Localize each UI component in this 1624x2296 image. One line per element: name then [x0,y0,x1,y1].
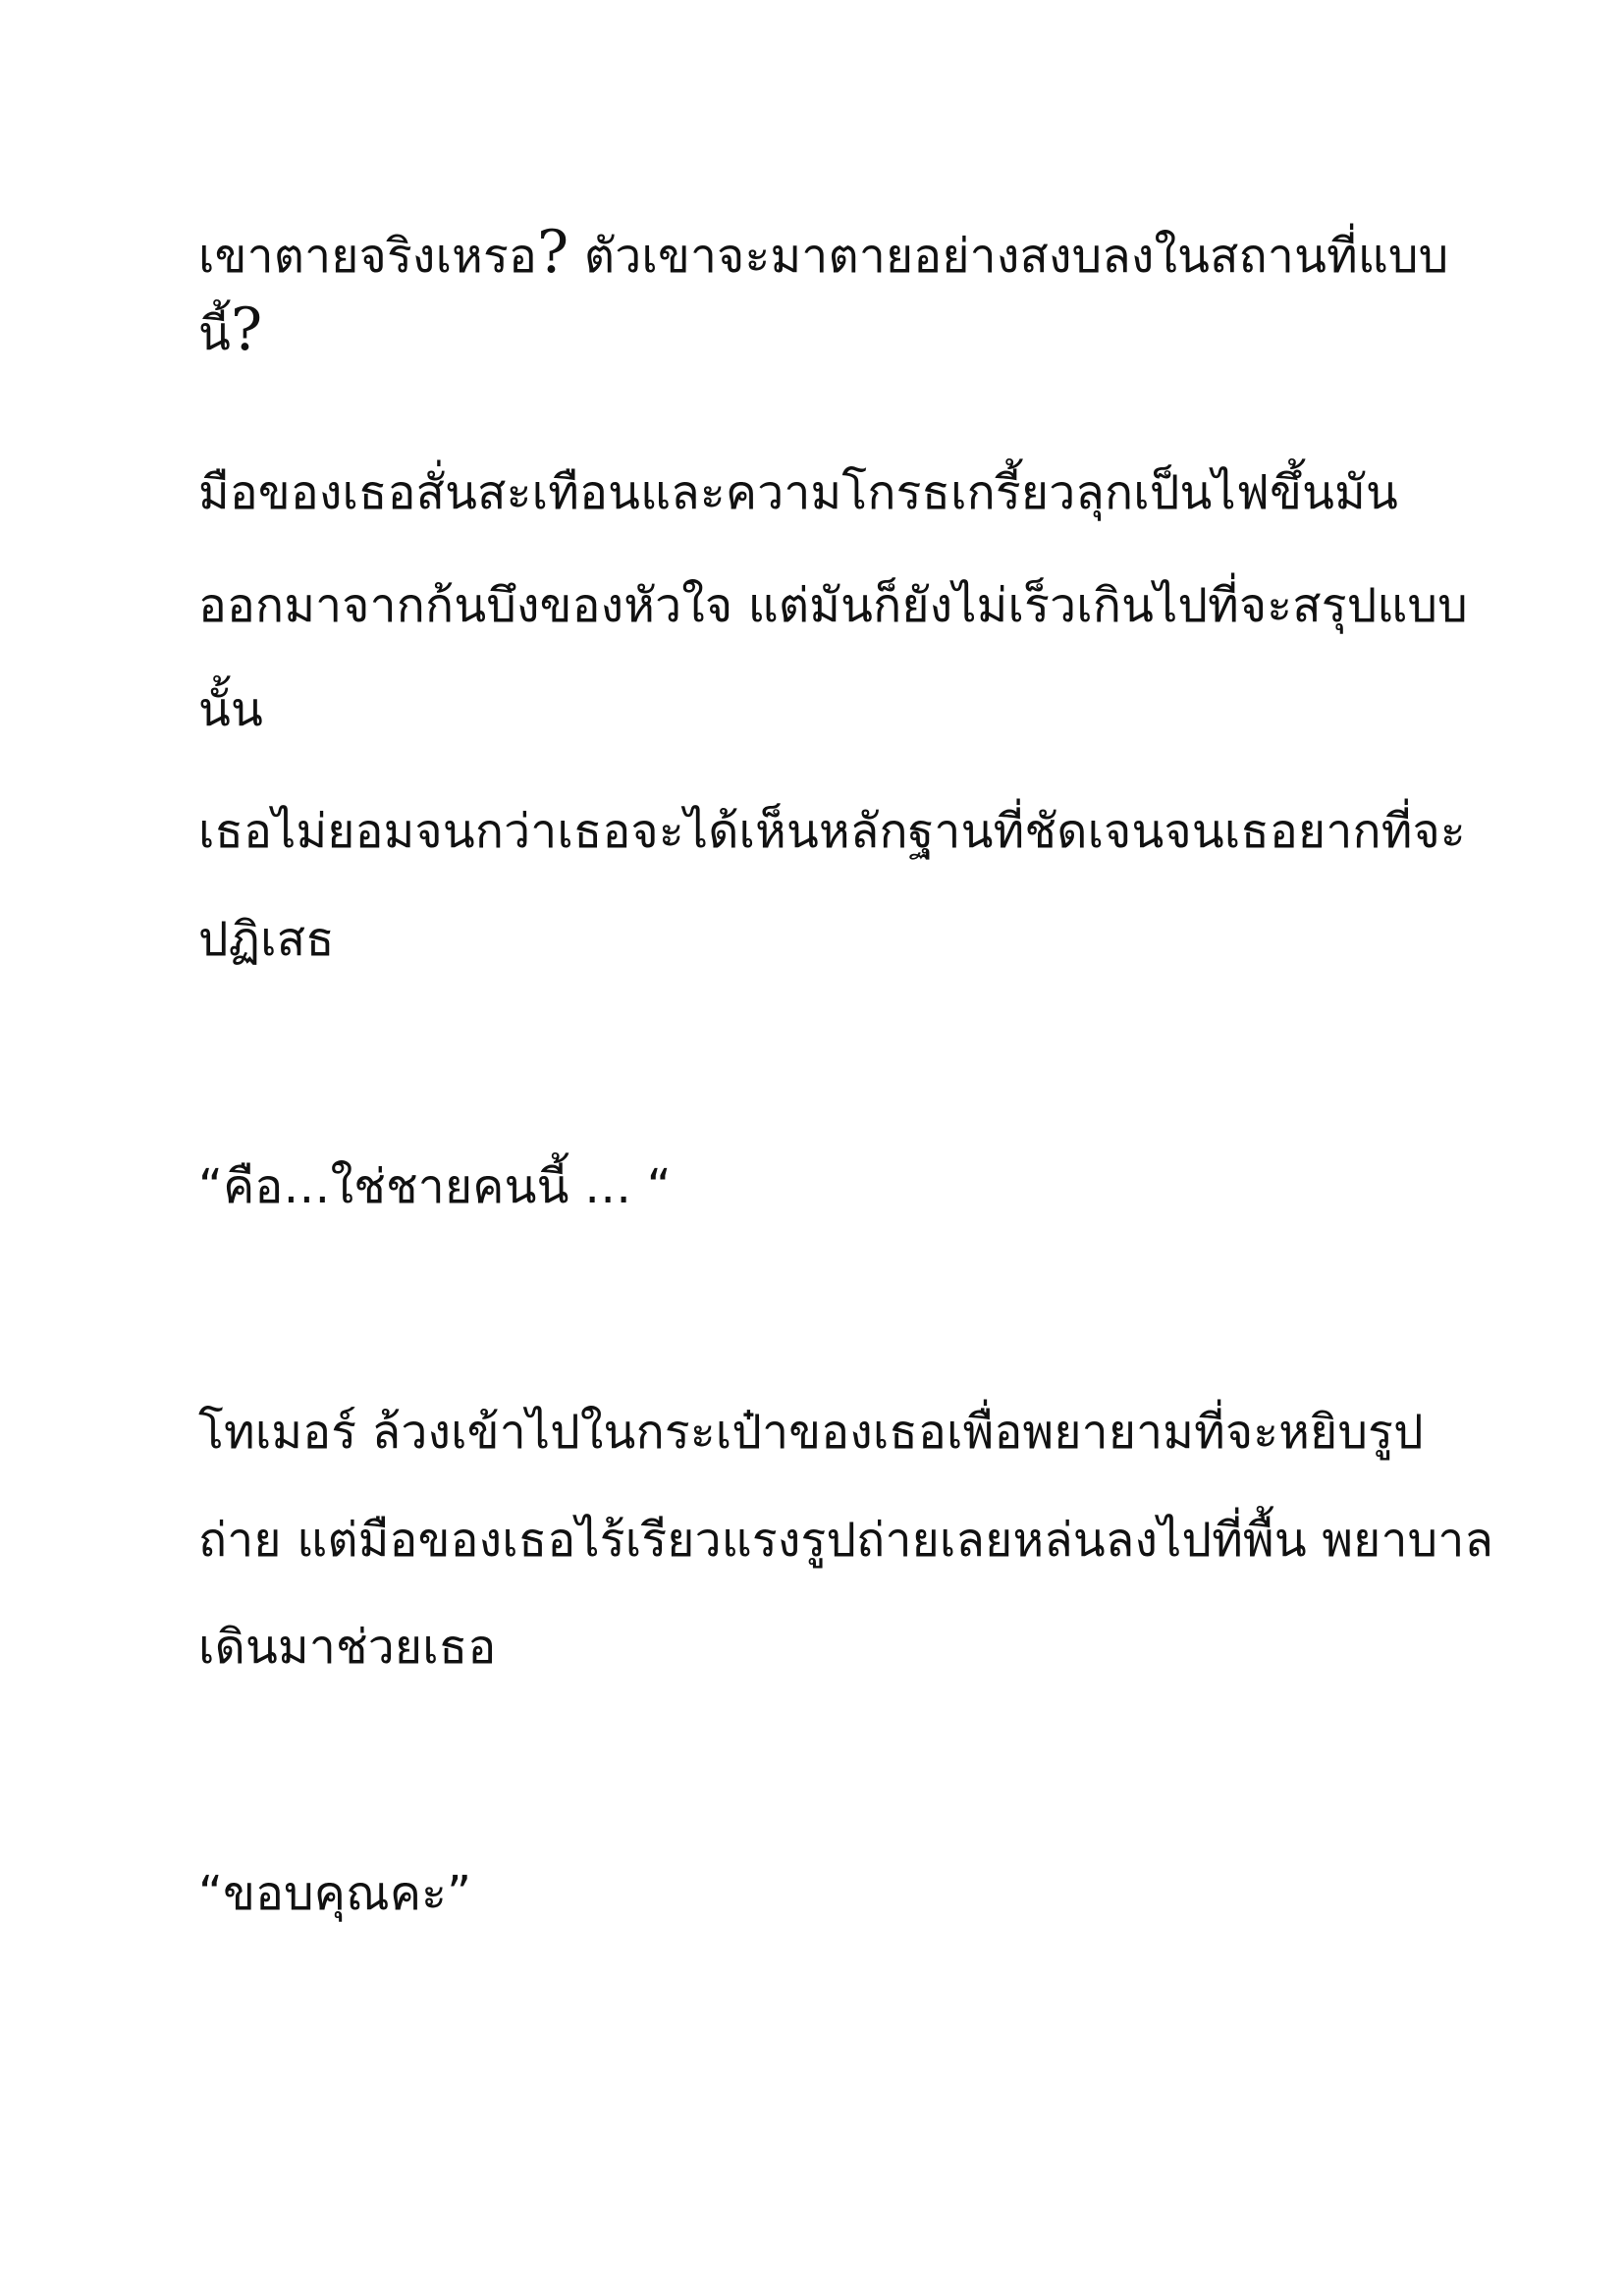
dialogue-line: “ขอบคุณคะ” [198,1866,472,1921]
text-line: ออกมาจากก้นบึงของหัวใจ แต่มันก็ยังไม่เร็วเกินไปที่จะสรุปแบบ [198,578,1468,633]
text-line [198,218,1449,288]
text-line: ถ่าย แต่มือของเธอไร้เรียวแรงรูปถ่ายเลยหล่นลงไปที่พื้น พยาบาล [198,1513,1494,1568]
text-line: ปฏิเสธ [198,912,335,967]
question-mark: ? [537,218,569,287]
text-segment: ตัวเขาจะมาตายอย่างสงบลงในสถานที่แบบ [568,229,1449,284]
text-line: มือของเธอสั่นสะเทือนและความโกรธเกรี้ยวลุกเป็นไฟขึ้นมัน [198,465,1398,520]
question-mark: ? [231,295,263,364]
text-segment: นี้ [198,306,232,361]
text-line: นั้น [198,682,264,737]
text-line [198,295,263,365]
text-line: เดินมาช่วยเธอ [198,1620,497,1675]
text-line: เธอไม่ยอมจนกว่าเธอจะได้เห็นหลักฐานที่ชัดเจนจนเธอยากที่จะ [198,804,1466,859]
text-segment: เขาตายจริงเหรอ [198,229,538,284]
text-line: โทเมอร์ ล้วงเข้าไปในกระเป๋าของเธอเพื่อพยายามที่จะหยิบรูป [198,1405,1424,1460]
dialogue-line: “คือ…ใช่ชายคนนี้ … “ [198,1159,672,1214]
